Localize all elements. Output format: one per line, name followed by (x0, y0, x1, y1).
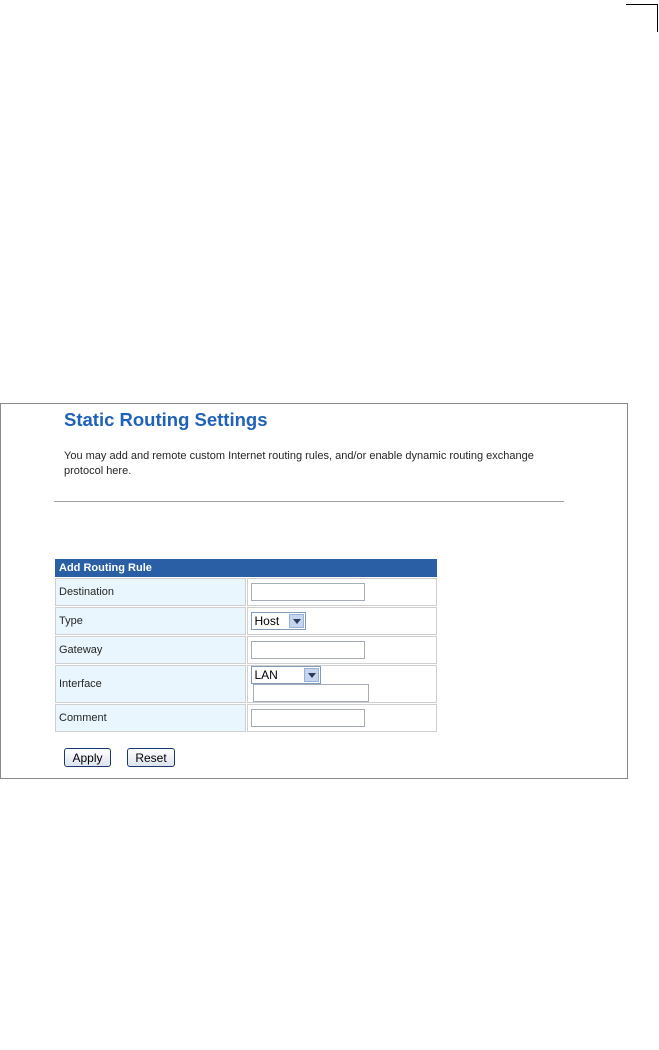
interface-input[interactable] (253, 684, 369, 702)
apply-button[interactable]: Apply (64, 748, 111, 767)
add-routing-rule-table (54, 558, 438, 733)
destination-input[interactable] (251, 583, 365, 601)
page-corner-mark (626, 4, 658, 32)
chevron-down-icon[interactable] (289, 614, 304, 628)
destination-label: Destination (55, 578, 246, 606)
type-select-value: Host (254, 613, 280, 628)
table-header: Add Routing Rule (55, 559, 437, 577)
chevron-down-icon[interactable] (304, 668, 319, 682)
comment-label: Comment (55, 704, 246, 732)
table-row (55, 636, 437, 664)
reset-button[interactable]: Reset (127, 748, 175, 767)
gateway-input[interactable] (251, 641, 365, 659)
interface-select[interactable] (251, 666, 321, 684)
table-row (55, 578, 437, 606)
interface-label: Interface (55, 665, 246, 703)
gateway-label: Gateway (55, 636, 246, 664)
table-row (55, 704, 437, 732)
interface-select-value: LAN (254, 668, 278, 682)
type-label: Type (55, 607, 246, 635)
table-row (55, 665, 437, 703)
static-routing-panel (0, 403, 628, 779)
page-description: You may add and remote custom Internet routing rules, and/or enable dynamic routing exchange protocol here. (64, 450, 534, 477)
table-row (55, 607, 437, 635)
divider (54, 501, 564, 502)
page-title: Static Routing Settings (64, 409, 268, 430)
type-select[interactable] (251, 612, 306, 630)
comment-input[interactable] (251, 709, 365, 727)
